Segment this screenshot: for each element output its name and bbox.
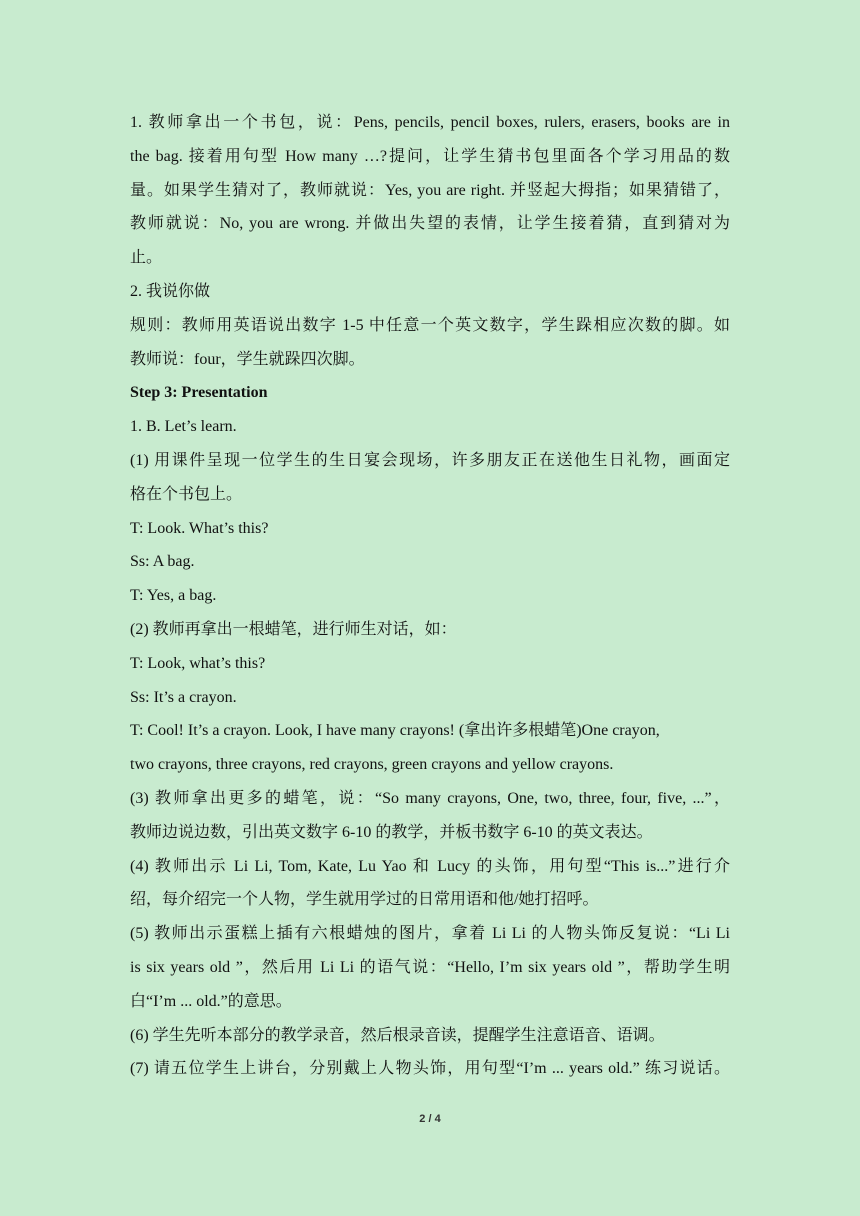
text-line: T: Cool! It’s a crayon. Look, I have many crayons! (拿出许多根蜡笔)One crayon,	[130, 722, 660, 740]
text-line: Ss: A bag.	[130, 553, 195, 571]
text-line: (3) 教师拿出更多的蜡笔，说：“So many crayons, One, two, three, four, five, ...”，	[130, 789, 730, 807]
page-number: 2 / 4	[419, 1113, 441, 1125]
text-line: 量。如果学生猜对了，教师就说：Yes, you are right. 并竖起大拇指；如果猜错了，	[130, 181, 730, 199]
text-line: (7) 请五位学生上讲台，分别戴上人物头饰，用句型“I’m ... years old.” 练习说话。	[130, 1060, 730, 1078]
text-line: 教师就说：No, you are wrong. 并做出失望的表情，让学生接着猜，直到猜对为	[130, 215, 730, 233]
text-line: two crayons, three crayons, red crayons, green crayons and yellow crayons.	[130, 756, 614, 774]
text-line: 止。	[130, 249, 163, 267]
section-heading: Step 3: Presentation	[130, 384, 268, 402]
text-line: (4) 教师出示 Li Li, Tom, Kate, Lu Yao 和 Lucy 的头饰，用句型“This is...”进行介	[130, 857, 730, 875]
text-line: 2. 我说你做	[130, 282, 211, 300]
text-line: (5) 教师出示蛋糕上插有六根蜡烛的图片，拿着 Li Li 的人物头饰反复说：“Li Li	[130, 925, 730, 943]
text-line: the bag. 接着用句型 How many …?提问，让学生猜书包里面各个学习用品的数	[130, 147, 730, 165]
text-line: 教师边说边数，引出英文数字 6-10 的教学，并板书数字 6-10 的英文表达。	[130, 823, 653, 841]
text-line: (2) 教师再拿出一根蜡笔，进行师生对话，如：	[130, 620, 457, 638]
text-line: 格在个书包上。	[130, 485, 243, 503]
text-line: 教师说：four，学生就跺四次脚。	[130, 350, 365, 368]
text-line: Ss: It’s a crayon.	[130, 688, 237, 706]
text-line: 绍，每介绍完一个人物，学生就用学过的日常用语和他/她打招呼。	[130, 891, 599, 909]
text-line: (1) 用课件呈现一位学生的生日宴会现场，许多朋友正在送他生日礼物，画面定	[130, 451, 730, 469]
text-line: 规则：教师用英语说出数字 1-5 中任意一个英文数字，学生跺相应次数的脚。如	[130, 316, 730, 334]
text-line: 白“I’m ... old.”的意思。	[130, 992, 292, 1010]
text-line: 1. B. Let’s learn.	[130, 418, 237, 436]
document-body	[130, 106, 730, 1086]
text-line: T: Look, what’s this?	[130, 654, 266, 672]
text-line: 1. 教师拿出一个书包，说：Pens, pencils, pencil boxes, rulers, erasers, books are in	[130, 114, 730, 131]
text-line: (6) 学生先听本部分的教学录音，然后根录音读，提醒学生注意语音、语调。	[130, 1026, 665, 1044]
text-line: T: Yes, a bag.	[130, 587, 217, 605]
text-line: T: Look. What’s this?	[130, 519, 269, 537]
text-line: is six years old ”，然后用 Li Li 的语气说：“Hello, I’m six years old ”，帮助学生明	[130, 958, 730, 976]
